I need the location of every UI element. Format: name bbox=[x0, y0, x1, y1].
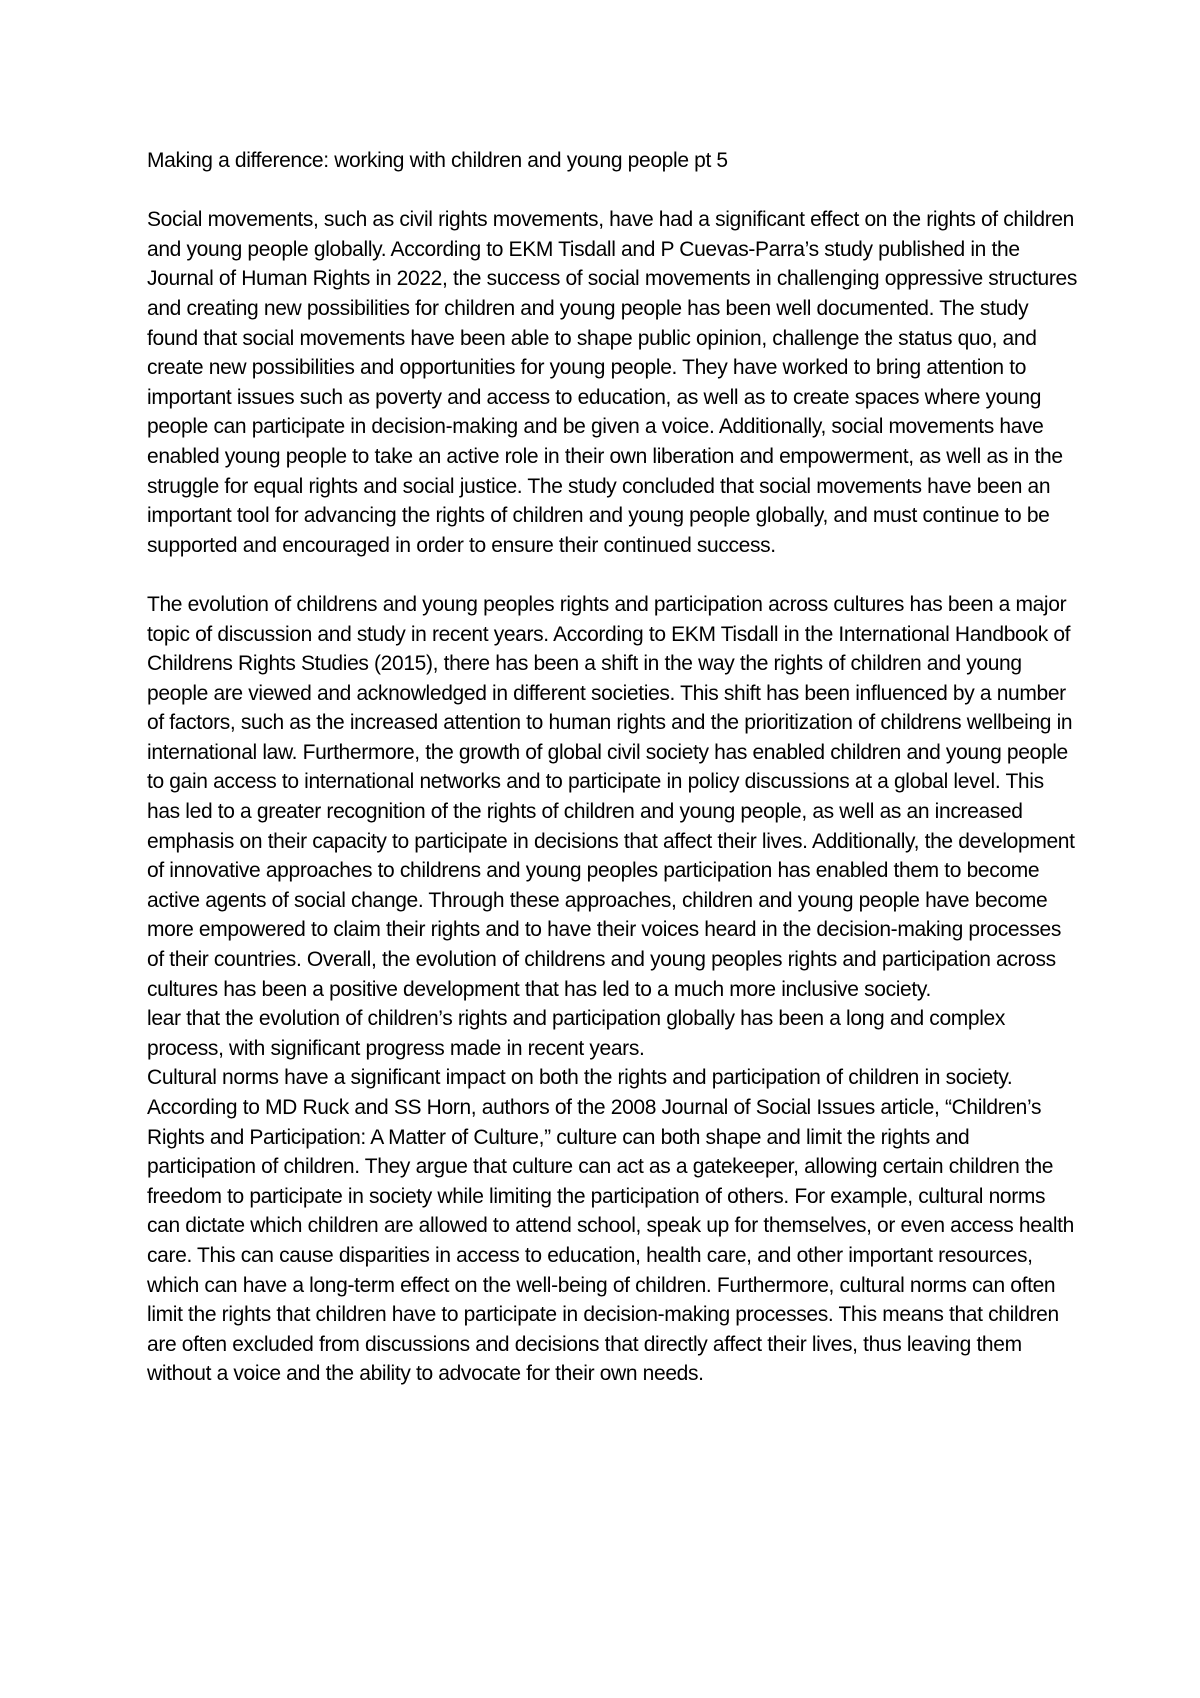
document-title: Making a difference: working with children and young people pt 5 bbox=[147, 149, 728, 172]
paragraph-spacer bbox=[147, 560, 1077, 590]
paragraph-social-movements: Social movements, such as civil rights movements, have had a significant effect on the rights of children and young people globally. According to EKM Tisdall and P Cuevas-Parra’s study published in the Journal of Human Rights in 2022, the success of social movements in challenging oppressive structures and creating new possibilities for children and young people has been well documented. The study found that social movements have been able to shape public opinion, challenge the status quo, and create new possibilities and opportunities for young people. They have worked to bring attention to important issues such as poverty and access to education, as well as to create spaces where young people can participate in decision-making and be given a voice. Additionally, social movements have enabled young people to take an active role in their own liberation and empowerment, as well as in the struggle for equal rights and social justice. The study concluded that social movements have been an important tool for advancing the rights of children and young people globally, and must continue to be supported and encouraged in order to ensure their continued success. bbox=[147, 208, 1077, 557]
paragraph-fragment-conclusion: lear that the evolution of children’s rights and participation globally has been a long and complex process, with significant progress made in recent years. bbox=[147, 1007, 1006, 1060]
paragraph-evolution-of-rights: The evolution of childrens and young peoples rights and participation across cultures has been a major topic of discussion and study in recent years. According to EKM Tisdall in the International Handbook of Childrens Rights Studies (2015), there has been a shift in the way the rights of children and young people are viewed and acknowledged in different societies. This shift has been influenced by a number of factors, such as the increased attention to human rights and the prioritization of childrens wellbeing in international law. Furthermore, the growth of global civil society has enabled children and young people to gain access to international networks and to participate in policy discussions at a global level. This has led to a greater recognition of the rights of children and young people, as well as an increased emphasis on their capacity to participate in decisions that affect their lives. Additionally, the development of innovative approaches to childrens and young peoples participation has enabled them to become active agents of social change. Through these approaches, children and young people have become more empowered to claim their rights and to have their voices heard in the decision-making processes of their countries. Overall, the evolution of childrens and young peoples rights and participation across cultures has been a positive development that has led to a much more inclusive society. bbox=[147, 592, 1075, 1001]
paragraph-cultural-norms: Cultural norms have a significant impact on both the rights and participation of children in society. According to MD Ruck and SS Horn, authors of the 2008 Journal of Social Issues article, “Children’s Rights and Participation: A Matter of Culture,” culture can both shape and limit the rights and participation of children. They argue that culture can act as a gatekeeper, allowing certain children the freedom to participate in society while limiting the participation of others. For example, cultural norms can dictate which children are allowed to attend school, speak up for themselves, or even access health care. This can cause disparities in access to education, health care, and other important resources, which can have a long-term effect on the well-being of children. Furthermore, cultural norms can often limit the rights that children have to participate in decision-making processes. This means that children are often excluded from discussions and decisions that directly affect their lives, thus leaving them without a voice and the ability to advocate for their own needs. bbox=[147, 1066, 1074, 1386]
document-body bbox=[147, 146, 1077, 1389]
paragraph-spacer bbox=[147, 176, 1077, 206]
